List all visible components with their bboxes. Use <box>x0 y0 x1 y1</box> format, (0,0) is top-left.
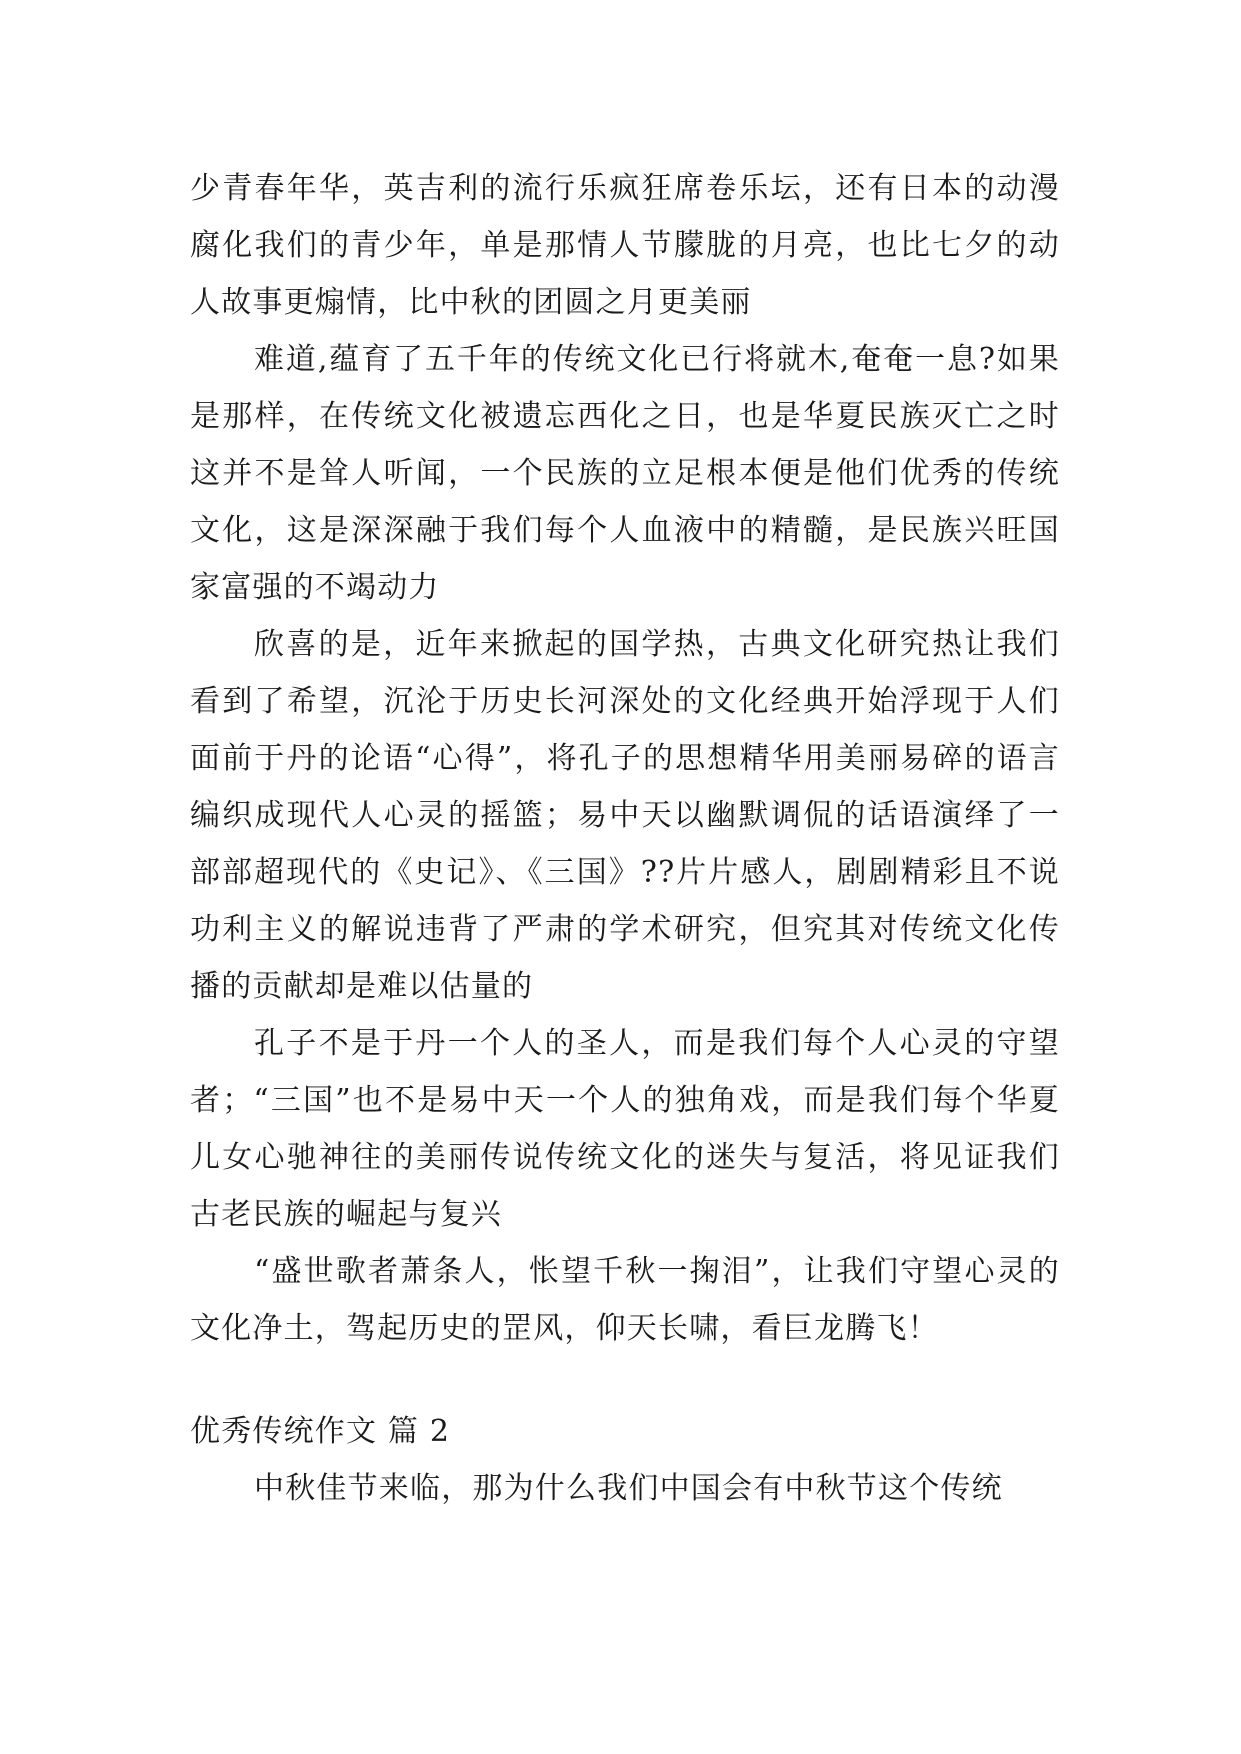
paragraph: 欣喜的是，近年来掀起的国学热，古典文化研究热让我们看到了希望，沉沦于历史长河深处的文化经典开始浮现于人们面前于丹的论语“心得”，将孔子的思想精华用美丽易碎的语言编织成现代人心灵的摇篮；易中天以幽默调侃的话语演绎了一部部超现代的《史记》、《三国》??片片感人，剧剧精彩且不说功利主义的解说违背了严肃的学术研究，但究其对传统文化传播的贡献却是难以估量的 <box>190 627 1060 1004</box>
paragraph: 孔子不是于丹一个人的圣人，而是我们每个人心灵的守望者；“三国”也不是易中天一个人的独角戏，而是我们每个华夏儿女心驰神往的美丽传说传统文化的迷失与复活，将见证我们古老民族的崛起与复兴 <box>190 1026 1060 1232</box>
section-heading: 优秀传统作文 篇 2 <box>190 1414 451 1449</box>
document-body <box>190 160 1060 1517</box>
section-spacer <box>190 1357 1060 1403</box>
paragraph: “盛世歌者萧条人，怅望千秋一掬泪”，让我们守望心灵的文化净土，驾起历史的罡风，仰天长啸，看巨龙腾飞！ <box>190 1254 1060 1346</box>
paragraph: 少青春年华，英吉利的流行乐疯狂席卷乐坛，还有日本的动漫腐化我们的青少年，单是那情人节朦胧的月亮，也比七夕的动人故事更煽情，比中秋的团圆之月更美丽 <box>190 171 1060 320</box>
paragraph: 难道,蕴育了五千年的传统文化已行将就木,奄奄一息?如果是那样，在传统文化被遗忘西化之日，也是华夏民族灭亡之时这并不是耸人听闻，一个民族的立足根本便是他们优秀的传统文化，这是深深融于我们每个人血液中的精髓，是民族兴旺国家富强的不竭动力 <box>190 342 1060 605</box>
paragraph: 中秋佳节来临，那为什么我们中国会有中秋节这个传统 <box>254 1471 1003 1506</box>
